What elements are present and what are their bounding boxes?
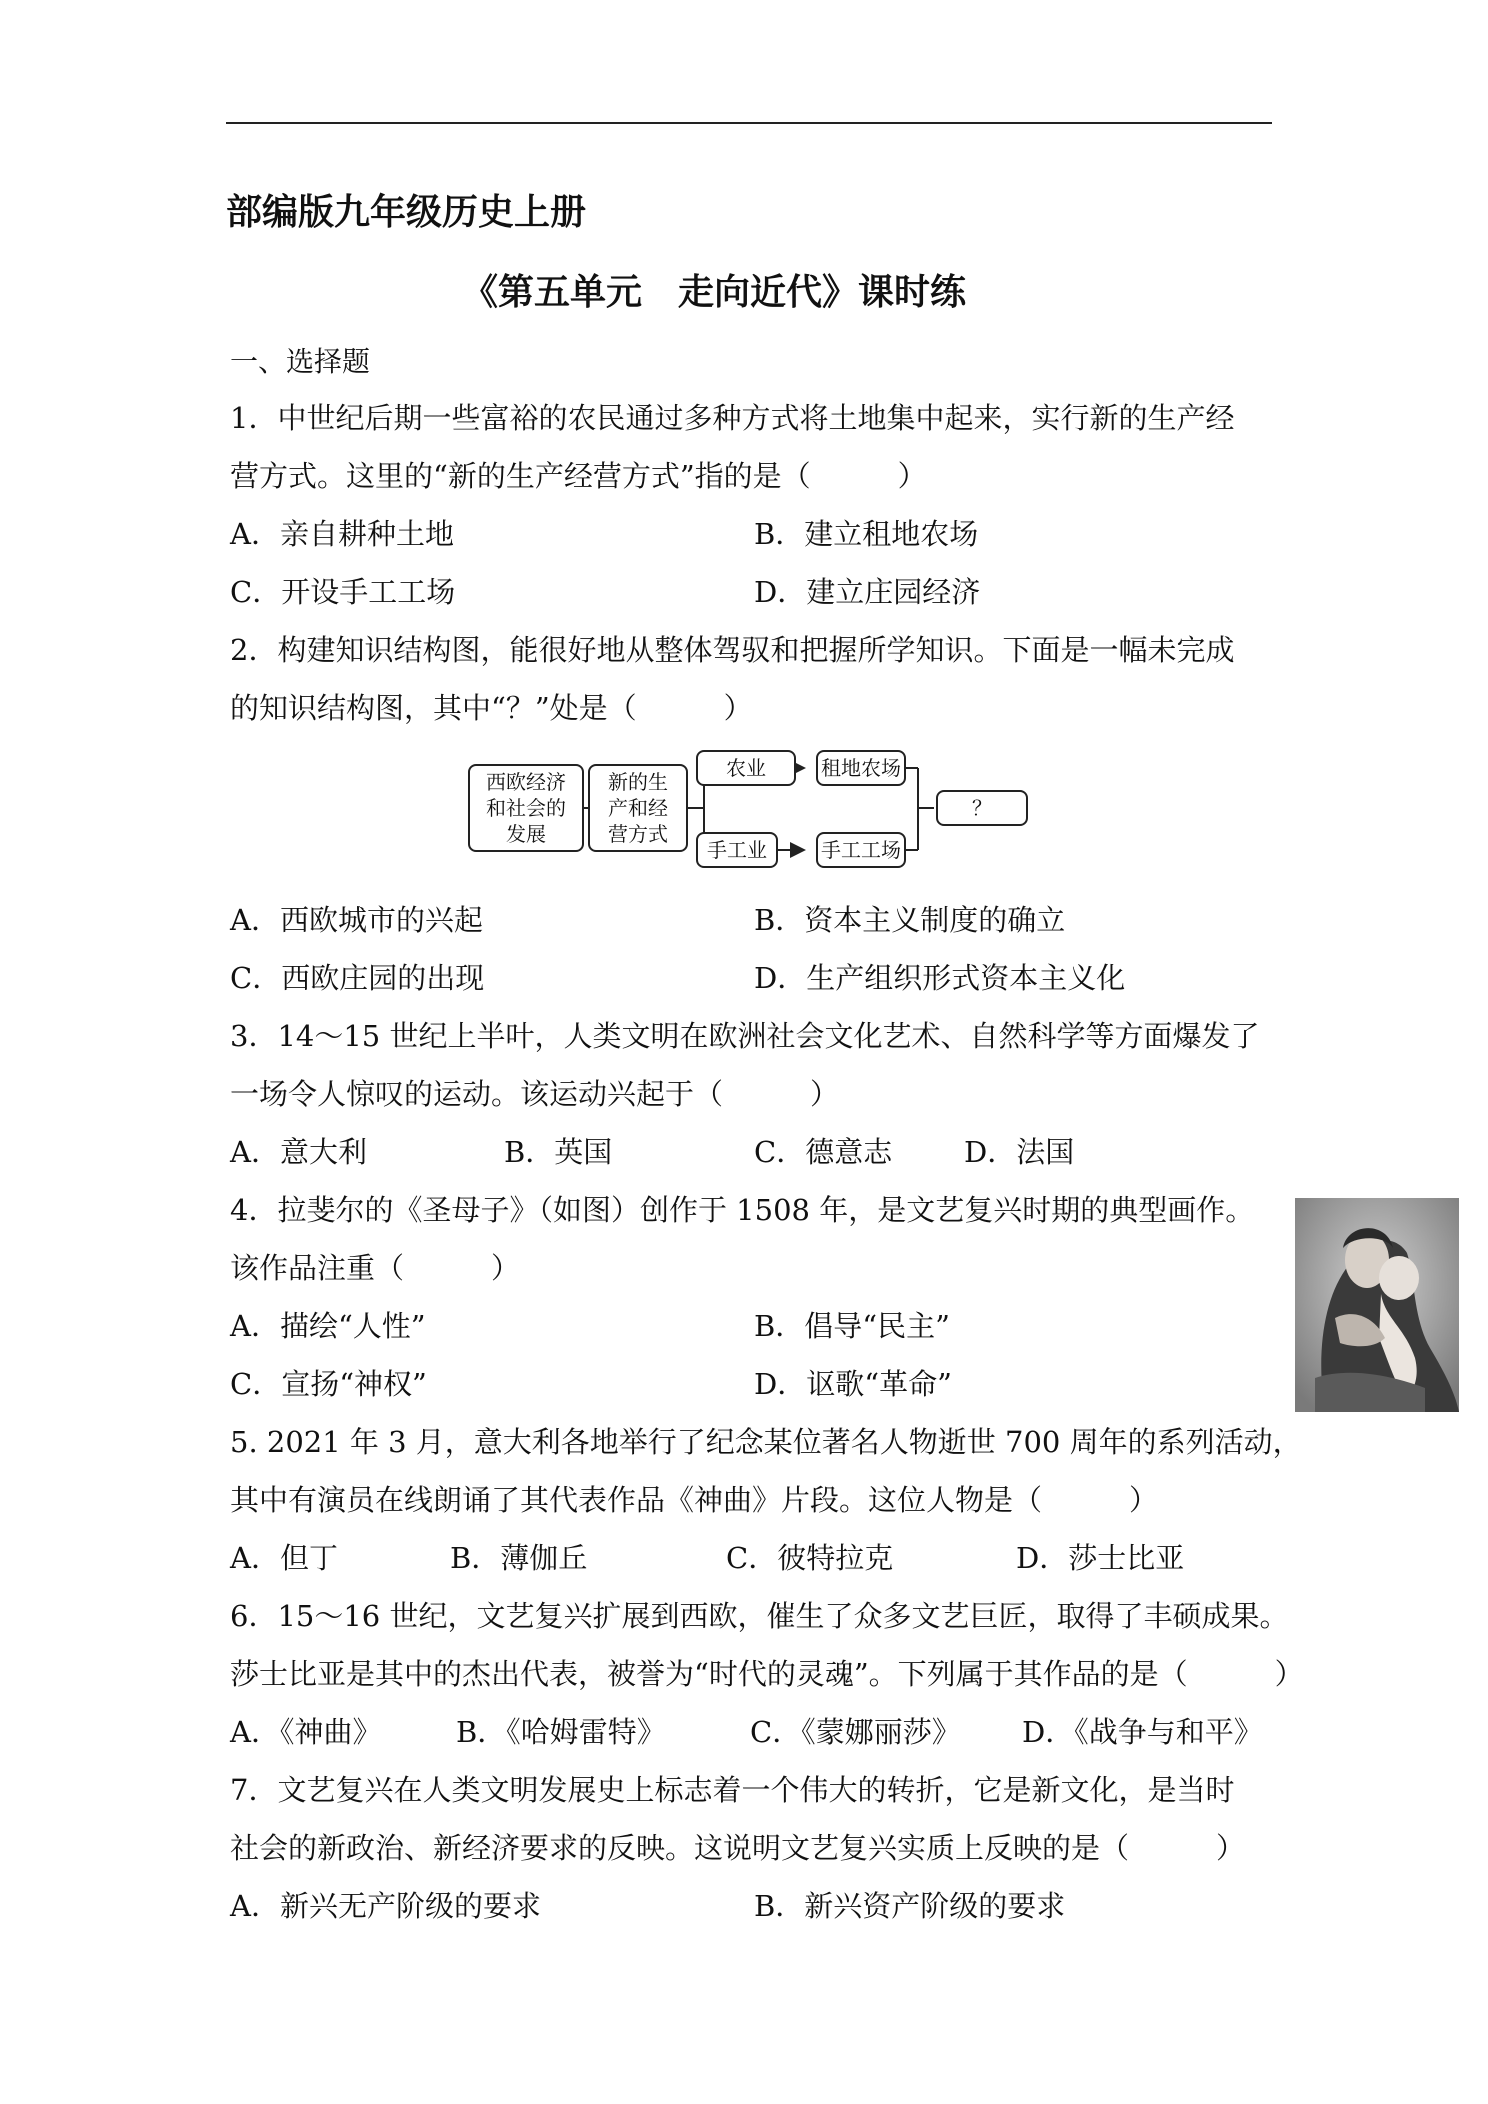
box-new-production-method	[588, 764, 688, 852]
box1-line-2: 和社会的	[486, 796, 566, 820]
question-3-line-1: 3．14～15 世纪上半叶，人类文明在欧洲社会文化艺术、自然科学等方面爆发了	[230, 1019, 1260, 1053]
q3-option-c[interactable]: C．德意志	[754, 1135, 893, 1169]
q4-option-b[interactable]: B．倡导“民主”	[754, 1309, 950, 1343]
q1-option-a[interactable]: A．亲自耕种土地	[230, 517, 454, 551]
question-1-line-2: 营方式。这里的“新的生产经营方式”指的是（ ）	[230, 459, 927, 493]
q3-option-a[interactable]: A．意大利	[230, 1135, 367, 1169]
top-rule	[226, 122, 1272, 124]
q7-option-b[interactable]: B．新兴资产阶级的要求	[754, 1889, 1066, 1923]
box1-line-3: 发展	[506, 822, 546, 846]
box2-line-3: 营方式	[608, 822, 668, 846]
q2-option-d[interactable]: D．生产组织形式资本主义化	[754, 961, 1126, 995]
q3-option-d[interactable]: D．法国	[964, 1135, 1075, 1169]
q1-option-b[interactable]: B．建立租地农场	[754, 517, 979, 551]
question-1-line-1: 1．中世纪后期一些富裕的农民通过多种方式将土地集中起来，实行新的生产经	[230, 401, 1235, 435]
q4-option-a[interactable]: A．描绘“人性”	[230, 1309, 426, 1343]
q2-option-c[interactable]: C．西欧庄园的出现	[230, 961, 485, 995]
question-7-line-2: 社会的新政治、新经济要求的反映。这说明文艺复兴实质上反映的是（ ）	[230, 1831, 1246, 1865]
document-subtitle: 《第五单元 走向近代》课时练	[462, 272, 967, 313]
question-3-line-2: 一场令人惊叹的运动。该运动兴起于（ ）	[230, 1077, 840, 1111]
q1-option-c[interactable]: C．开设手工工场	[230, 575, 456, 609]
q5-option-a[interactable]: A．但丁	[230, 1541, 338, 1575]
box-agriculture: 农业	[696, 750, 796, 786]
box2-line-1: 新的生	[608, 770, 668, 794]
q6-option-b[interactable]: B．《哈姆雷特》	[456, 1715, 666, 1749]
box-leased-farm: 租地农场	[816, 750, 906, 786]
question-4-line-2: 该作品注重（ ）	[230, 1251, 521, 1285]
q2-option-a[interactable]: A．西欧城市的兴起	[230, 903, 483, 937]
q2-option-b[interactable]: B．资本主义制度的确立	[754, 903, 1066, 937]
question-2-line-1: 2．构建知识结构图，能很好地从整体驾驭和把握所学知识。下面是一幅未完成	[230, 633, 1235, 667]
question-6-line-2: 莎士比亚是其中的杰出代表，被誉为“时代的灵魂”。下列属于其作品的是（ ）	[230, 1657, 1304, 1691]
question-4-line-1: 4．拉斐尔的《圣母子》（如图）创作于 1508 年，是文艺复兴时期的典型画作。	[230, 1193, 1255, 1227]
question-7-line-1: 7．文艺复兴在人类文明发展史上标志着一个伟大的转折，它是新文化，是当时	[230, 1773, 1235, 1807]
q6-option-d[interactable]: D．《战争与和平》	[1022, 1715, 1263, 1749]
q6-option-a[interactable]: A．《神曲》	[230, 1715, 382, 1749]
box-west-europe-development	[468, 764, 584, 852]
question-5-line-2: 其中有演员在线朗诵了其代表作品《神曲》片段。这位人物是（ ）	[230, 1483, 1159, 1517]
q4-option-d[interactable]: D．讴歌“革命”	[754, 1367, 952, 1401]
madonna-and-child-painting	[1295, 1198, 1459, 1412]
box-handicraft: 手工业	[696, 832, 778, 868]
knowledge-structure-diagram	[468, 742, 1038, 872]
box-workshop: 手工工场	[816, 832, 906, 868]
question-2-line-2: 的知识结构图，其中“？”处是（ ）	[230, 691, 753, 725]
box2-line-2: 产和经	[608, 796, 668, 820]
document-title: 部编版九年级历史上册	[226, 192, 587, 233]
q4-option-c[interactable]: C．宣扬“神权”	[230, 1367, 427, 1401]
box-unknown: ？	[936, 790, 1028, 826]
q5-option-b[interactable]: B．薄伽丘	[450, 1541, 588, 1575]
q6-option-c[interactable]: C．《蒙娜丽莎》	[750, 1715, 961, 1749]
q3-option-b[interactable]: B．英国	[504, 1135, 613, 1169]
box1-line-1: 西欧经济	[486, 770, 566, 794]
question-5-line-1: 5. 2021 年 3 月，意大利各地举行了纪念某位著名人物逝世 700 周年的系列活动，	[230, 1425, 1302, 1459]
q1-option-d[interactable]: D．建立庄园经济	[754, 575, 981, 609]
question-6-line-1: 6．15～16 世纪，文艺复兴扩展到西欧，催生了众多文艺巨匠，取得了丰硕成果。	[230, 1599, 1289, 1633]
q5-option-d[interactable]: D．莎士比亚	[1016, 1541, 1185, 1575]
section-heading: 一、选择题	[230, 345, 371, 378]
q7-option-a[interactable]: A．新兴无产阶级的要求	[230, 1889, 541, 1923]
q5-option-c[interactable]: C．彼特拉克	[726, 1541, 894, 1575]
